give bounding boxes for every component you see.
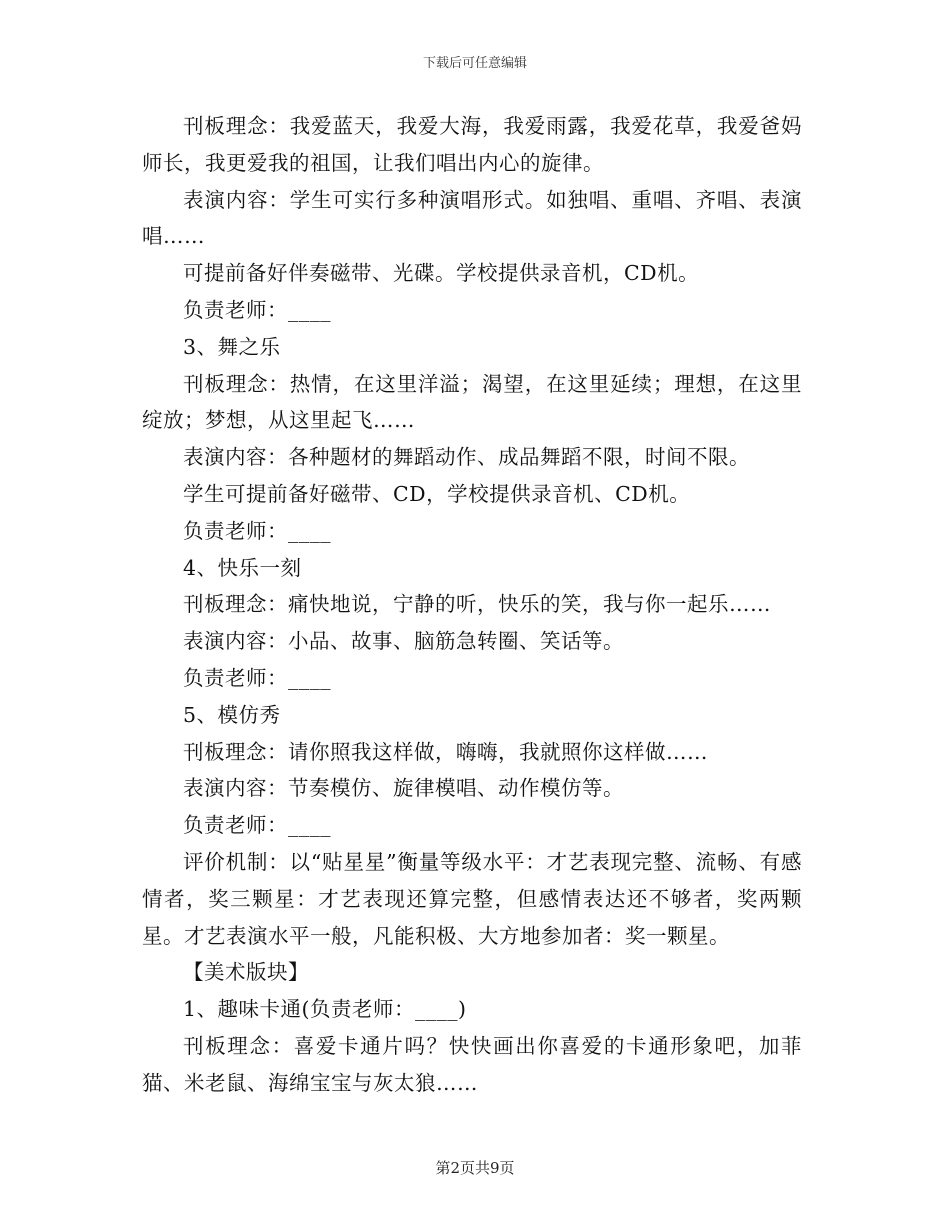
paragraph-equipment-dance: 学生可提前备好磁带、CD，学校提供录音机、CD机。 — [183, 481, 691, 506]
paragraph-slogan-music: 刊板理念：我爱蓝天，我爱大海，我爱雨露，我爱花草，我爱爸妈师长，我更爱我的祖国，让我们唱出内心的旋律。 — [142, 114, 802, 175]
paragraph-slogan-happy: 刊板理念：痛快地说，宁静的听，快乐的笑，我与你一起乐…… — [183, 592, 771, 617]
paragraph-teacher: 负责老师：____ — [183, 297, 331, 322]
paragraph-performance-imitation: 表演内容：节奏模仿、旋律模唱、动作模仿等。 — [183, 776, 624, 801]
page-footer: 第2页共9页 — [435, 1159, 515, 1177]
paragraph-teacher: 负责老师：____ — [183, 665, 331, 690]
paragraph-equipment-music: 可提前备好伴奏磁带、光碟。学校提供录音机，CD机。 — [183, 261, 700, 286]
section-heading-art: 【美术版块】 — [183, 960, 309, 985]
paragraph-slogan-cartoon: 刊板理念：喜爱卡通片吗？快快画出你喜爱的卡通形象吧，加菲猫、米老鼠、海绵宝宝与灰太狼…… — [142, 1033, 802, 1095]
paragraph-performance-happy: 表演内容：小品、故事、脑筋急转圈、笑话等。 — [183, 629, 624, 654]
section-heading-imitation-show: 5、模仿秀 — [183, 702, 281, 727]
paragraph-slogan-dance: 刊板理念：热情，在这里洋溢；渴望，在这里延续；理想，在这里绽放；梦想，从这里起飞…… — [142, 371, 802, 433]
paragraph-teacher: 负责老师：____ — [183, 518, 331, 543]
section-heading-happy-moment: 4、快乐一刻 — [183, 555, 302, 580]
document-body — [142, 108, 802, 1102]
paragraph-evaluation: 评价机制：以“贴星星”衡量等级水平：才艺表现完整、流畅、有感情者，奖三颗星：才艺表现还算完整，但感情表达还不够者，奖两颗星。才艺表演水平一般，凡能积极、大方地参加者：奖一颗星。 — [142, 849, 802, 948]
paragraph-performance-music: 表演内容：学生可实行多种演唱形式。如独唱、重唱、齐唱、表演唱…… — [142, 187, 802, 249]
section-heading-dance: 3、舞之乐 — [183, 334, 281, 359]
page-header: 下载后可任意编辑 — [422, 56, 527, 71]
paragraph-slogan-imitation: 刊板理念：请你照我这样做，嗨嗨，我就照你这样做…… — [183, 739, 708, 764]
paragraph-teacher: 负责老师：____ — [183, 813, 331, 838]
paragraph-performance-dance: 表演内容：各种题材的舞蹈动作、成品舞蹈不限，时间不限。 — [183, 445, 750, 470]
section-heading-cartoon: 1、趣味卡通(负责老师：____) — [183, 997, 467, 1022]
